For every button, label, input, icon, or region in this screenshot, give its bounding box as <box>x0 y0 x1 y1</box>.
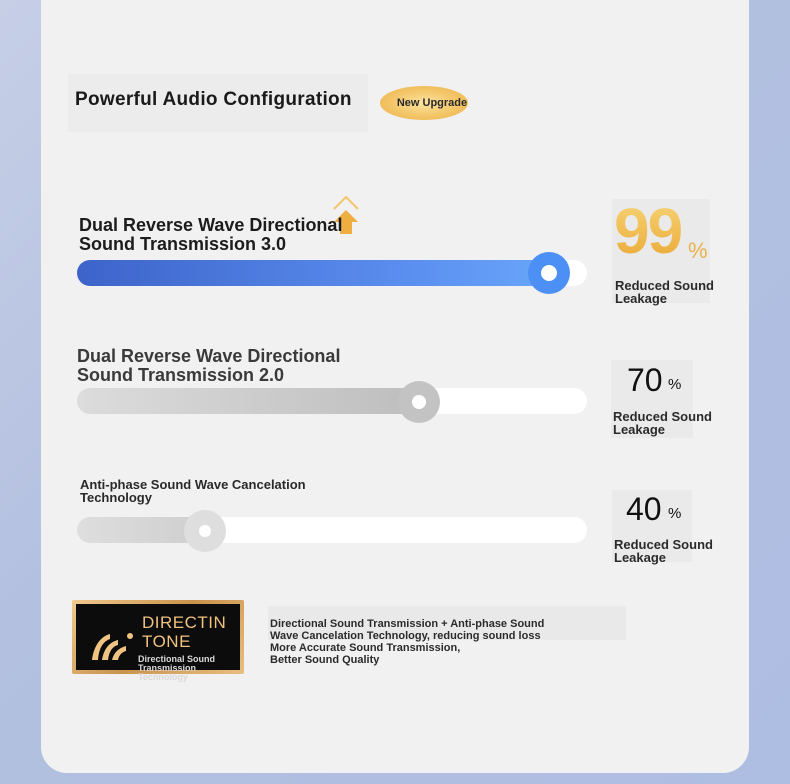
logo-text: DIRECTIN TONE <box>142 613 227 651</box>
new-upgrade-badge <box>380 86 468 120</box>
row-1-fill <box>77 260 559 286</box>
row-1-stat-value: 99 <box>614 195 682 267</box>
row-1-stat-unit: % <box>688 238 708 263</box>
row-3-label: Anti-phase Sound Wave Cancelation Technology <box>80 477 306 505</box>
row-3-stat-label: Reduced Sound Leakage <box>614 537 713 565</box>
sound-wave-logo-icon <box>88 624 138 664</box>
row-2-stat-unit: % <box>668 376 682 393</box>
directin-tone-logo <box>72 600 244 682</box>
row-1-track <box>77 260 587 286</box>
row-1-stat-label: Reduced Sound Leakage <box>615 278 714 306</box>
row-3-stat-value: 40 <box>626 491 662 527</box>
row-2-track <box>77 388 587 414</box>
row-2-knob[interactable] <box>398 381 440 423</box>
logo-subtitle: Directional Sound Transmission Technology <box>138 654 216 682</box>
row-3-knob[interactable] <box>184 510 226 552</box>
section-title: Powerful Audio Configuration <box>75 89 352 110</box>
row-3-stat-unit: % <box>668 505 682 522</box>
row-2-fill <box>77 388 431 414</box>
row-2-stat-label: Reduced Sound Leakage <box>613 409 712 437</box>
row-3-track <box>77 517 587 543</box>
row-1-label: Dual Reverse Wave Directional Sound Transmission 3.0 <box>79 215 343 254</box>
description-text: Directional Sound Transmission + Anti-phase Sound Wave Cancelation Technology, reducing sound loss More Accurate Sound Transmission, Better Sound Quality <box>270 618 545 666</box>
row-2-stat-value: 70 <box>627 362 663 398</box>
row-1-knob[interactable] <box>528 252 570 294</box>
row-2-label: Dual Reverse Wave Directional Sound Transmission 2.0 <box>77 346 341 385</box>
badge-label: New Upgrade <box>396 97 468 109</box>
